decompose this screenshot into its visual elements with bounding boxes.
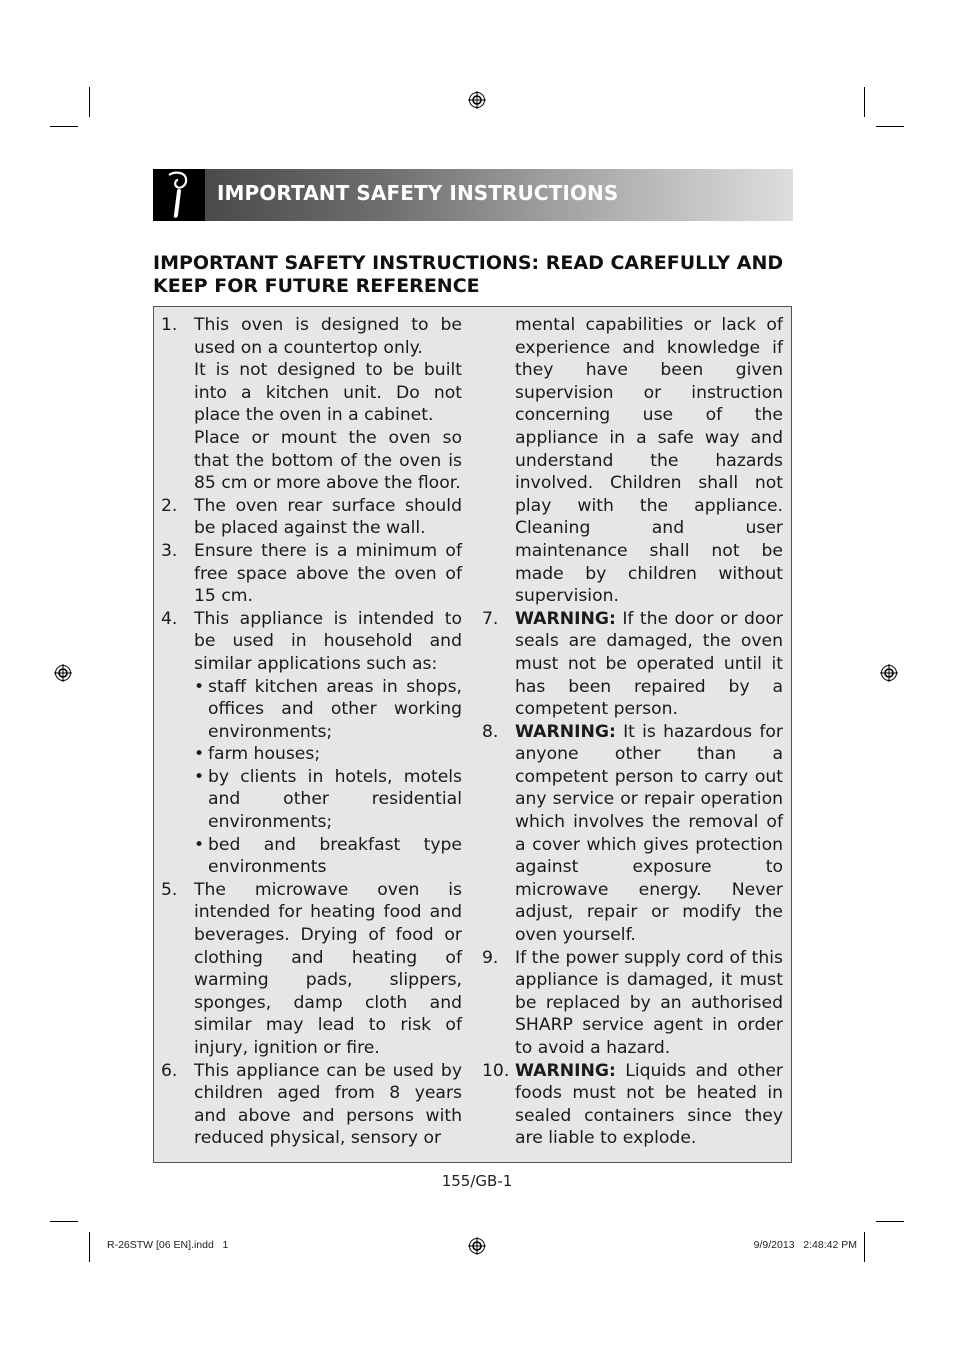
item-text: [515, 1060, 783, 1150]
item-text: This appliance is intended to be used in household and similar applications such as:: [194, 608, 462, 674]
instructions-right-column: [482, 314, 783, 1150]
item-text: [515, 721, 783, 947]
page-number: 155/GB-1: [441, 1172, 513, 1190]
registration-mark-top: [468, 91, 486, 109]
crop-mark-bottom-right-h: [876, 1221, 904, 1222]
warning-text: It is hazardous for anyone other than a competent person to carry out any service or repair operation which involves the removal of a cover which gives protection against exposure to microwave energy. Never adjust, repair or modify the oven yourself.: [515, 721, 783, 946]
bullet-item: [194, 676, 462, 744]
warning-label: WARNING:: [515, 608, 616, 629]
item-number: 9.: [482, 947, 499, 968]
registration-mark-right: [880, 664, 898, 682]
item-number: 4.: [161, 608, 178, 629]
footer-timestamp: 9/9/2013 2:48:42 PM: [753, 1239, 857, 1251]
item-text: The microwave oven is intended for heating food and beverages. Drying of food or clothing and heating of warming pads, slippers, sponges, damp cloth and similar may lead to risk of injury, ignition or fire.: [194, 879, 462, 1058]
bullet-text: bed and breakfast type environments: [208, 834, 462, 878]
warning-label: WARNING:: [515, 1060, 616, 1081]
item-text: If the power supply cord of this appliance is damaged, it must be replaced by an authorised SHARP service agent in order to avoid a hazard.: [515, 947, 783, 1058]
bullet-dot-icon: •: [194, 766, 205, 787]
section-subheading: IMPORTANT SAFETY INSTRUCTIONS: READ CAREFULLY AND KEEP FOR FUTURE REFERENCE: [153, 252, 784, 297]
instruction-item-4: [161, 608, 462, 879]
crop-mark-top-right-v: [864, 87, 865, 117]
bullet-dot-icon: •: [194, 744, 205, 765]
header-icon-box: [153, 169, 205, 221]
crop-mark-bottom-left-v: [89, 1232, 90, 1262]
bullet-item: [194, 766, 462, 834]
instruction-item-8: [482, 721, 783, 947]
bullet-dot-icon: •: [194, 834, 205, 855]
bullet-text: farm houses;: [208, 744, 321, 765]
instruction-item-6: [161, 1060, 462, 1150]
instruction-item-5: [161, 879, 462, 1060]
bullet-item: [194, 743, 462, 766]
page-title: IMPORTANT SAFETY INSTRUCTIONS: [217, 181, 619, 205]
crop-mark-bottom-left-h: [50, 1221, 78, 1222]
instruction-item-2: [161, 495, 462, 540]
instruction-item-1: [161, 314, 462, 495]
warning-text: Liquids and other foods must not be heated in sealed containers since they are liable to explode.: [515, 1060, 783, 1149]
warning-label: WARNING:: [515, 721, 616, 742]
item-number: 5.: [161, 879, 178, 900]
warning-text: If the door or door seals are damaged, the oven must not be operated until it has been repaired by a competent person.: [515, 608, 783, 720]
crop-mark-top-left-h: [50, 126, 78, 127]
bullet-text: staff kitchen areas in shops, offices and other working environments;: [208, 676, 462, 742]
item-text: [515, 608, 783, 721]
item-number: 7.: [482, 608, 499, 629]
item-number: 10.: [482, 1060, 510, 1081]
instructions-left-column: [161, 314, 462, 1150]
crop-mark-top-left-v: [89, 87, 90, 117]
registration-mark-left: [54, 664, 72, 682]
section-header-bar: [153, 169, 793, 221]
item-number: 8.: [482, 721, 499, 742]
instruction-item-6-continued: [482, 314, 783, 608]
footer-filename: R-26STW [06 EN].indd 1: [107, 1239, 229, 1251]
bullet-item: [194, 834, 462, 879]
item-number: 6.: [161, 1060, 178, 1081]
instruction-item-10: [482, 1060, 783, 1150]
exclamation-icon: [153, 169, 205, 221]
instruction-item-3: [161, 540, 462, 608]
item-text: It is not designed to be built into a kitchen unit. Do not place the oven in a cabinet.: [194, 360, 462, 426]
item-text: This appliance can be used by children aged from 8 years and above and persons with reduced physical, sensory or: [194, 1060, 462, 1149]
crop-mark-top-right-h: [876, 126, 904, 127]
crop-mark-bottom-right-v: [864, 1232, 865, 1262]
item-number: 2.: [161, 495, 178, 516]
instruction-item-9: [482, 947, 783, 1060]
item-text: The oven rear surface should be placed against the wall.: [194, 495, 462, 539]
item-text: Ensure there is a minimum of free space above the oven of 15 cm.: [194, 540, 462, 607]
instruction-item-7: [482, 608, 783, 721]
item-text: This oven is designed to be used on a countertop only.: [194, 315, 462, 358]
item-text: Place or mount the oven so that the bottom of the oven is 85 cm or more above the floor.: [194, 427, 462, 494]
bullet-text: by clients in hotels, motels and other residential environments;: [208, 766, 462, 833]
item-number: 3.: [161, 540, 178, 561]
bullet-dot-icon: •: [194, 676, 205, 697]
item-number: 1.: [161, 315, 178, 335]
instructions-box: [153, 306, 792, 1163]
registration-mark-bottom: [468, 1237, 486, 1255]
item-text: mental capabilities or lack of experience and knowledge if they have been given supervision or instruction concerning use of the appliance in a safe way and understand the hazards involved. Children shall not play with the appliance. Cleaning and user maintenance shall not be made by children without supervision.: [515, 315, 783, 607]
